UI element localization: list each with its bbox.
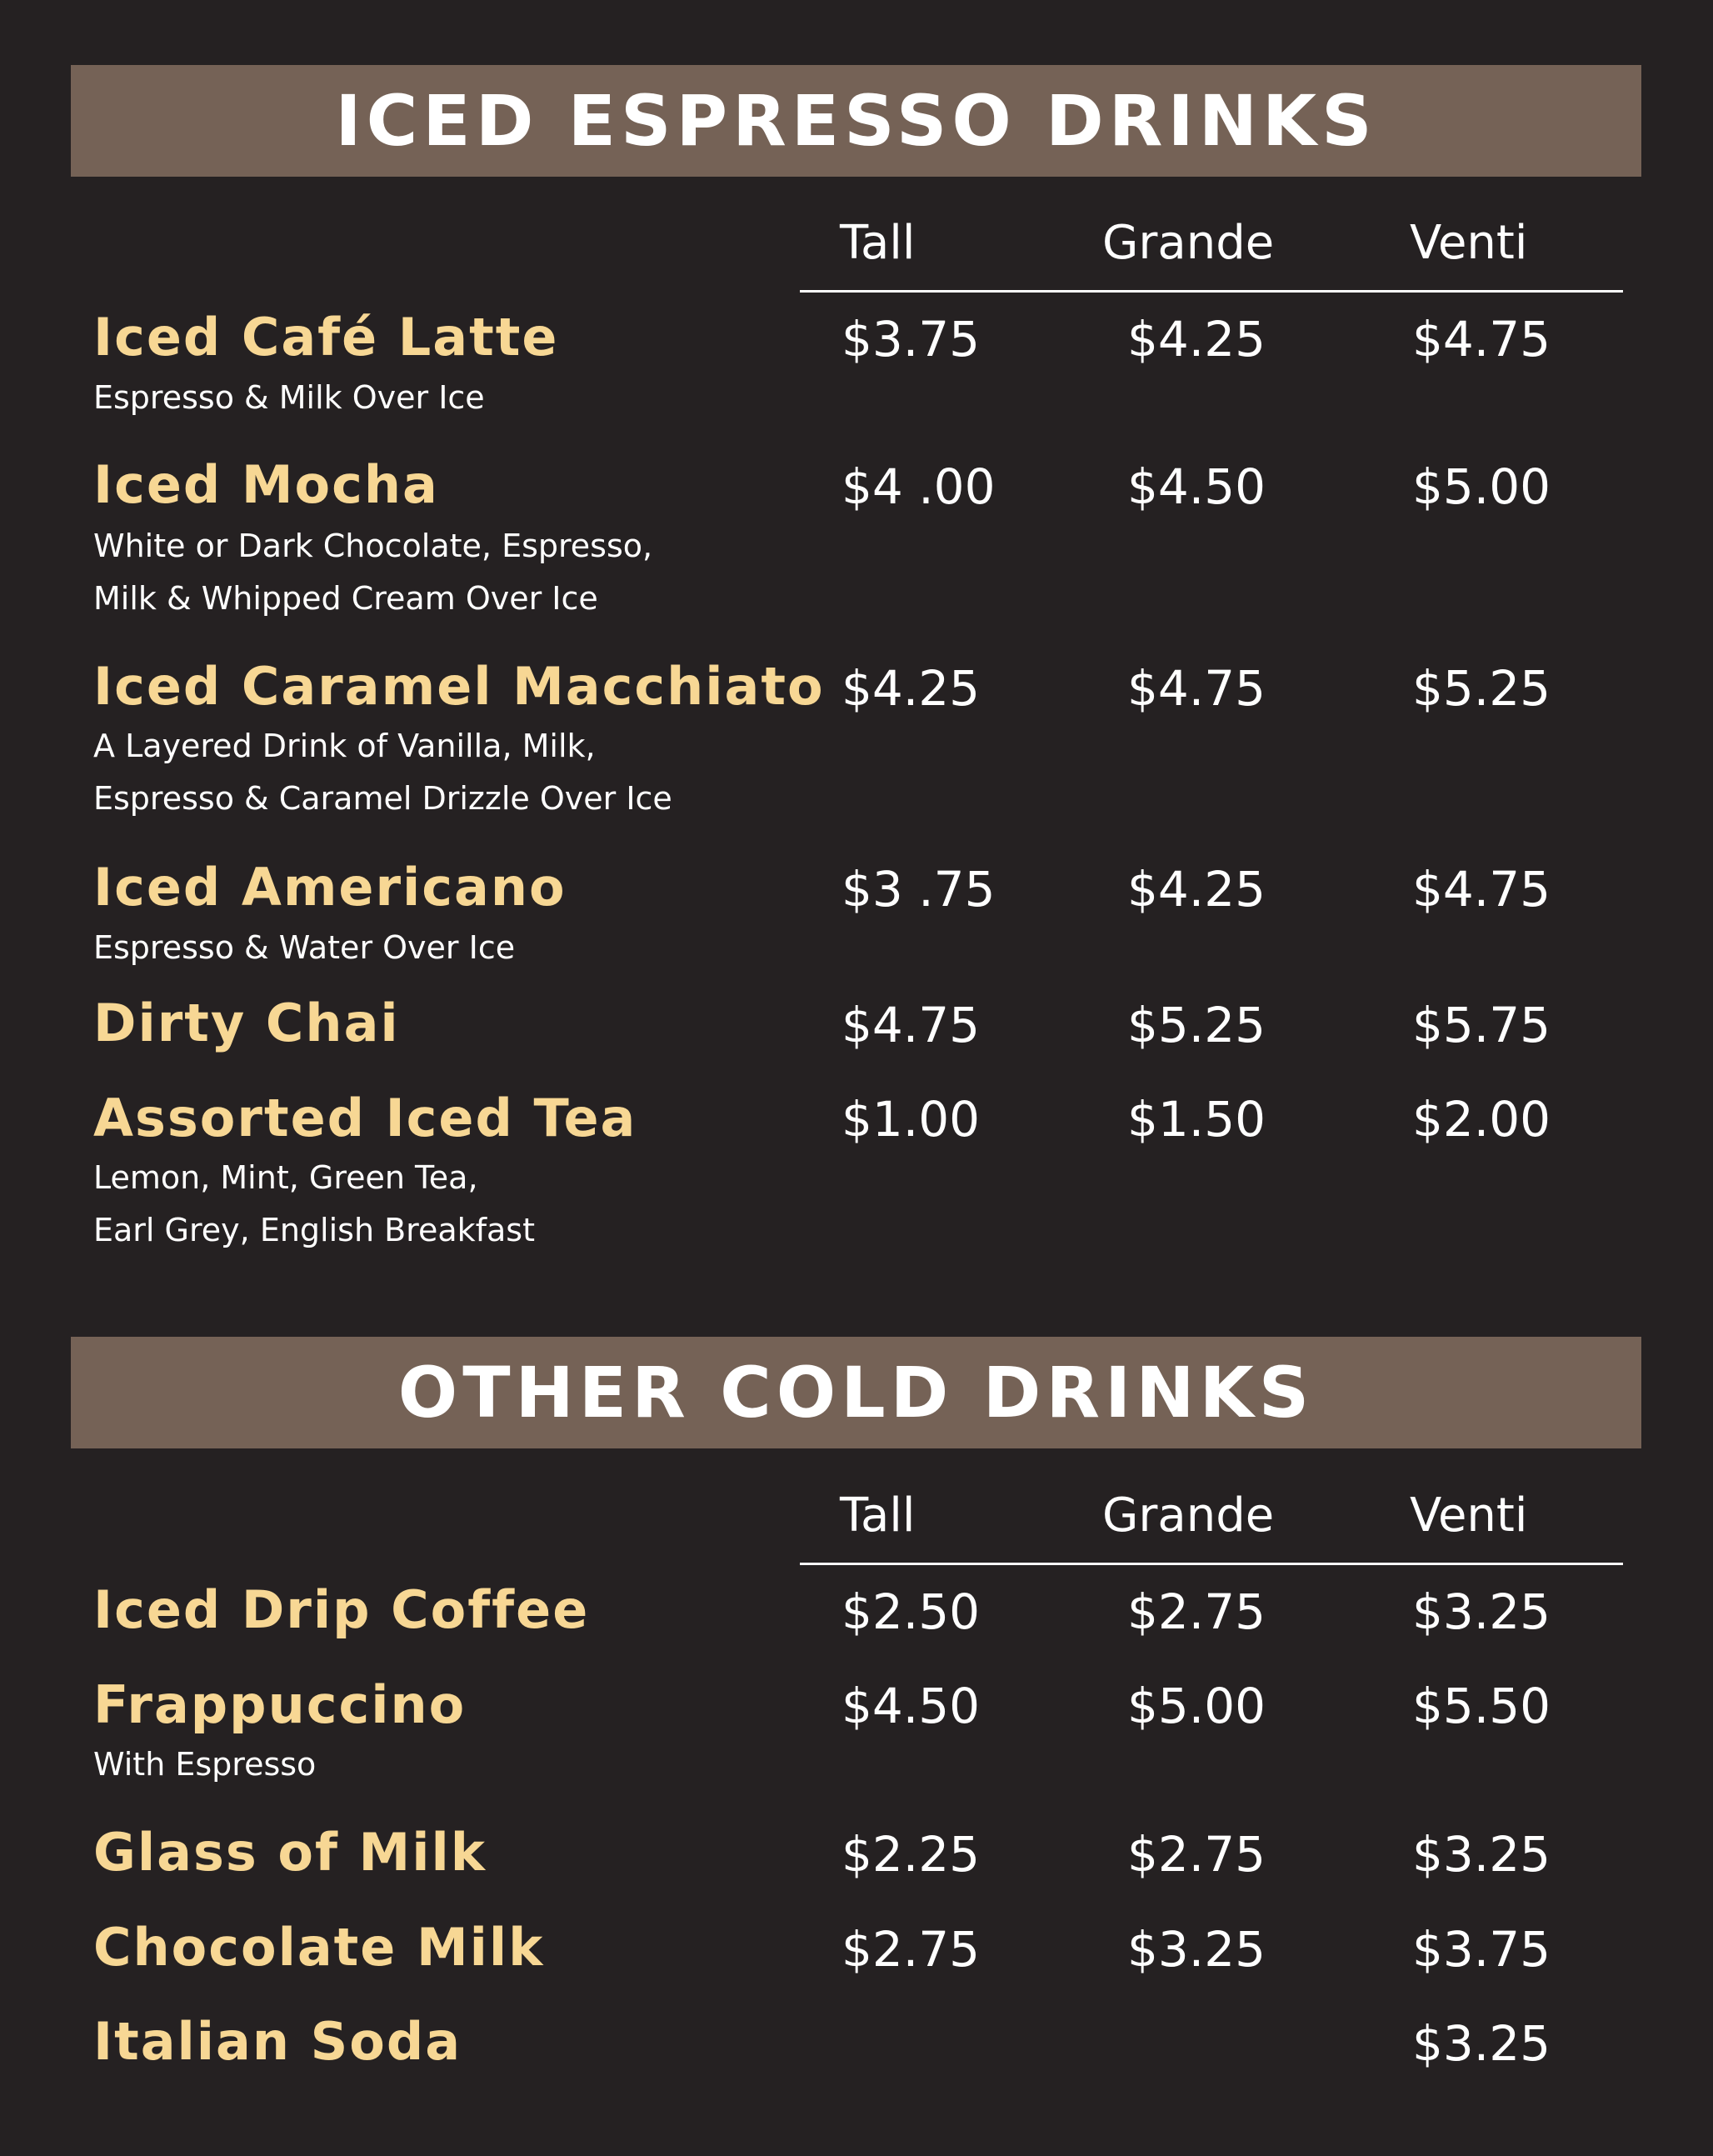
price-venti: $5.25 xyxy=(1412,660,1551,717)
item-description xyxy=(93,520,652,625)
price-venti: $5.00 xyxy=(1412,458,1551,515)
section-title: OTHER COLD DRINKS xyxy=(397,1352,1315,1433)
price-tall: $2.75 xyxy=(842,1921,981,1978)
price-grande: $4.75 xyxy=(1127,660,1266,717)
description-line: Milk & Whipped Cream Over Ice xyxy=(93,580,598,617)
price-tall: $2.50 xyxy=(842,1583,981,1640)
size-header-tall: Tall xyxy=(840,1488,916,1543)
item-name: Assorted Iced Tea xyxy=(93,1088,637,1148)
price-tall: $2.25 xyxy=(842,1826,981,1883)
size-header-grande: Grande xyxy=(1102,216,1275,270)
price-grande: $1.50 xyxy=(1127,1091,1266,1148)
description-line: White or Dark Chocolate, Espresso, xyxy=(93,528,653,564)
description-line: Espresso & Water Over Ice xyxy=(93,929,516,966)
description-line: Earl Grey, English Breakfast xyxy=(93,1212,535,1248)
description-line: Lemon, Mint, Green Tea, xyxy=(93,1159,478,1196)
item-description xyxy=(93,922,515,974)
price-grande: $2.75 xyxy=(1127,1583,1266,1640)
price-tall: $4.75 xyxy=(842,997,981,1053)
section-banner-iced-espresso xyxy=(71,65,1641,177)
description-line: A Layered Drink of Vanilla, Milk, xyxy=(93,728,596,764)
price-grande: $4.50 xyxy=(1127,458,1266,515)
price-tall: $4.50 xyxy=(842,1678,981,1734)
price-grande: $3.25 xyxy=(1127,1921,1266,1978)
price-grande: $4.25 xyxy=(1127,311,1266,368)
item-description xyxy=(93,1152,535,1257)
item-description xyxy=(93,720,672,825)
price-grande: $5.25 xyxy=(1127,997,1266,1053)
price-venti: $2.00 xyxy=(1412,1091,1551,1148)
item-name: Iced Caramel Macchiato xyxy=(93,656,825,717)
size-header-venti: Venti xyxy=(1410,216,1528,270)
price-venti: $3.75 xyxy=(1412,1921,1551,1978)
section-banner-other-cold xyxy=(71,1337,1641,1448)
price-venti: $4.75 xyxy=(1412,861,1551,918)
item-description xyxy=(93,372,485,424)
item-name: Chocolate Milk xyxy=(93,1917,545,1978)
price-venti: $3.25 xyxy=(1412,1826,1551,1883)
price-venti: $5.50 xyxy=(1412,1678,1551,1734)
description-line: Espresso & Milk Over Ice xyxy=(93,379,485,416)
item-name: Iced Café Latte xyxy=(93,307,559,368)
price-tall: $3.75 xyxy=(842,311,981,368)
item-name: Frappuccino xyxy=(93,1674,467,1735)
item-name: Iced Mocha xyxy=(93,454,439,515)
price-tall: $1.00 xyxy=(842,1091,981,1148)
price-grande: $4.25 xyxy=(1127,861,1266,918)
price-venti: $3.25 xyxy=(1412,2015,1551,2072)
description-line: Espresso & Caramel Drizzle Over Ice xyxy=(93,780,672,817)
section-title: ICED ESPRESSO DRINKS xyxy=(335,80,1377,162)
price-grande: $5.00 xyxy=(1127,1678,1266,1734)
header-divider xyxy=(800,1563,1623,1565)
price-venti: $5.75 xyxy=(1412,997,1551,1053)
item-name: Dirty Chai xyxy=(93,993,400,1053)
price-tall: $4.25 xyxy=(842,660,981,717)
description-line: With Espresso xyxy=(93,1746,317,1783)
item-name: Iced Americano xyxy=(93,857,567,918)
item-description xyxy=(93,1738,316,1791)
price-grande: $2.75 xyxy=(1127,1826,1266,1883)
price-venti: $4.75 xyxy=(1412,311,1551,368)
item-name: Italian Soda xyxy=(93,2011,462,2072)
header-divider xyxy=(800,290,1623,293)
price-venti: $3.25 xyxy=(1412,1583,1551,1640)
item-name: Iced Drip Coffee xyxy=(93,1579,590,1640)
price-tall: $4 .00 xyxy=(842,458,996,515)
size-header-tall: Tall xyxy=(840,216,916,270)
price-tall: $3 .75 xyxy=(842,861,996,918)
size-header-venti: Venti xyxy=(1410,1488,1528,1543)
size-header-grande: Grande xyxy=(1102,1488,1275,1543)
item-name: Glass of Milk xyxy=(93,1822,487,1883)
